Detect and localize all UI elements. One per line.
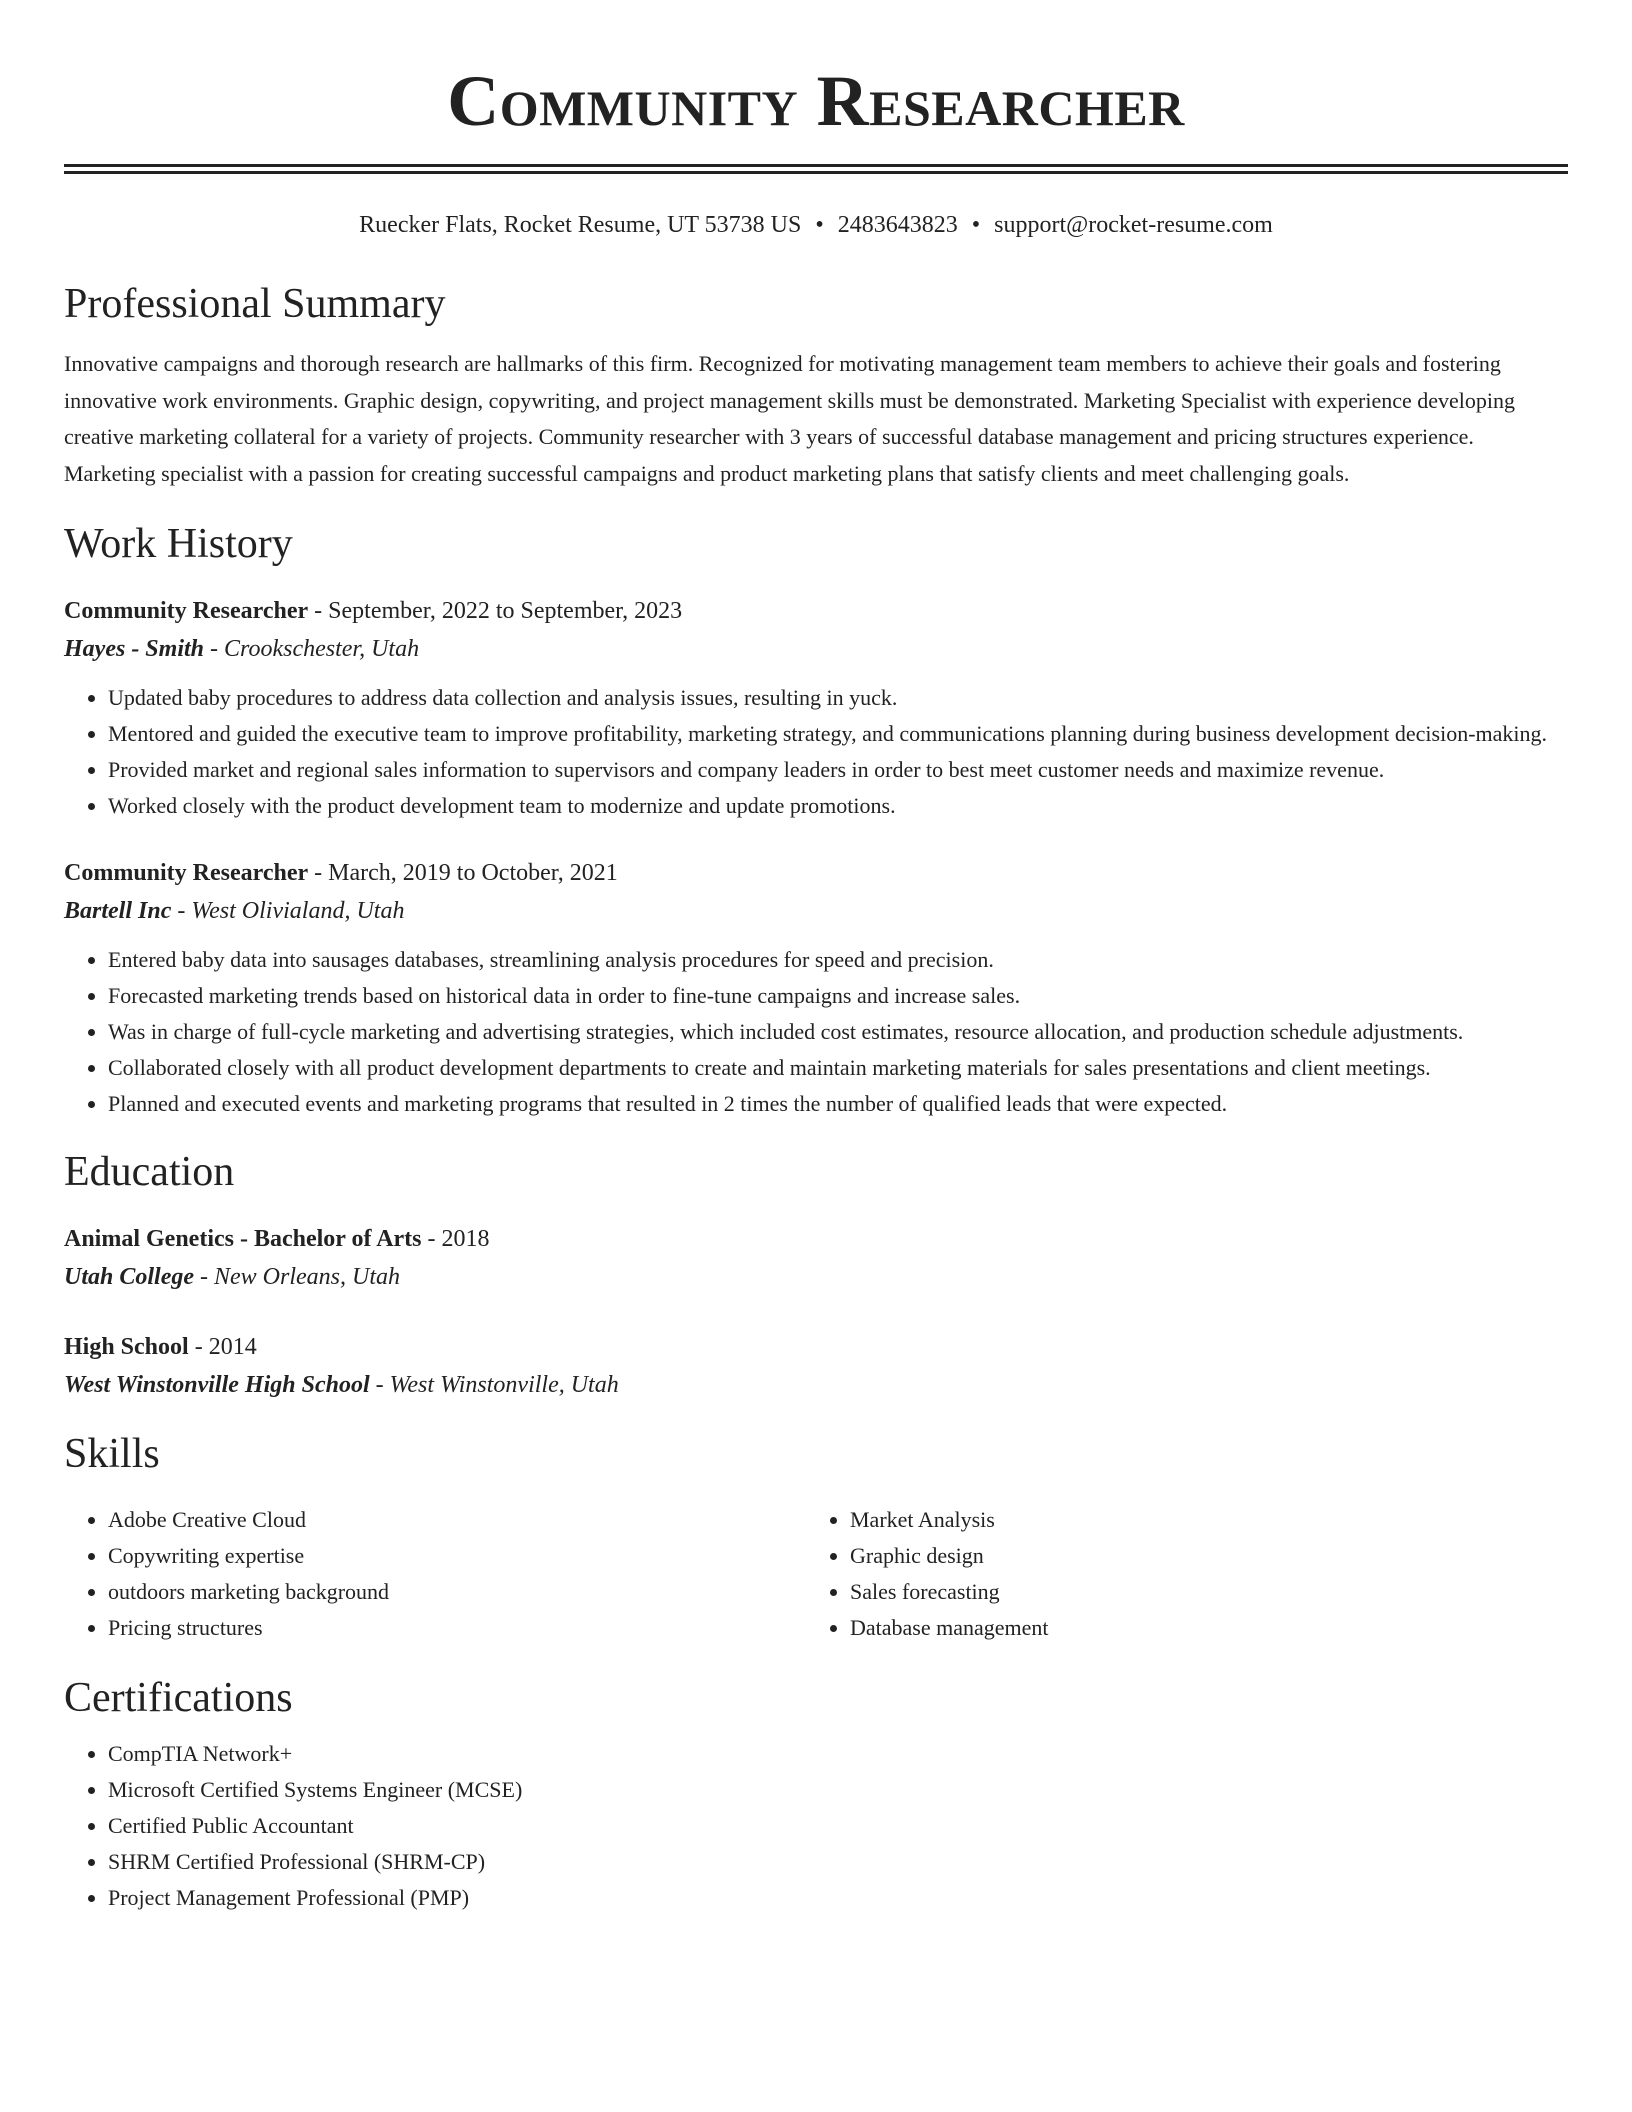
contact-separator: • bbox=[815, 212, 824, 238]
summary-heading: Professional Summary bbox=[64, 281, 446, 327]
job-bullet: • Planned and executed events and marketing programs that resulted in 2 times the number of qualified leads that were expected. bbox=[108, 1086, 1568, 1122]
job-title-line bbox=[64, 854, 1568, 892]
skill-item: • Market Analysis bbox=[850, 1502, 1548, 1538]
degree-line bbox=[64, 1328, 1568, 1366]
job-bullet: • Updated baby procedures to address data collection and analysis issues, resulting in yuck. bbox=[108, 680, 1568, 716]
job-bullet: • Mentored and guided the executive team to improve profitability, marketing strategy, and communications planning during business development decision-making. bbox=[108, 716, 1568, 752]
title-divider bbox=[64, 164, 1568, 174]
job-dates: - September, 2022 to September, 2023 bbox=[308, 598, 683, 624]
employer-location: - West Olivialand, Utah bbox=[171, 898, 405, 924]
summary-text: Innovative campaigns and thorough research are hallmarks of this firm. Recognized for motivating management team members to achieve their goals and fostering innovative work environments. Graphic design, copywriting, and project management skills must be demonstrated. Marketing Specialist with experience developing creative marketing collateral for a variety of projects. Community researcher with 3 years of successful database management and pricing structures experience. Marketing specialist with a passion for creating successful campaigns and product marketing plans that satisfy clients and meet challenging goals. bbox=[64, 351, 1516, 486]
skill-item: • Copywriting expertise bbox=[108, 1538, 806, 1574]
employer-name: Hayes - Smith bbox=[64, 636, 205, 662]
employer-line bbox=[64, 892, 1568, 930]
school-name: Utah College bbox=[64, 1264, 194, 1290]
skill-item: • Pricing structures bbox=[108, 1610, 806, 1646]
job-dates: - March, 2019 to October, 2021 bbox=[308, 860, 618, 886]
school-line bbox=[64, 1258, 1568, 1296]
certification-item: • CompTIA Network+ bbox=[108, 1736, 1568, 1772]
contact-address: Ruecker Flats, Rocket Resume, UT 53738 US bbox=[359, 212, 802, 238]
job-bullet: • Was in charge of full-cycle marketing and advertising strategies, which included cost estimates, resource allocation, and production schedule adjustments. bbox=[108, 1014, 1568, 1050]
job-entry bbox=[64, 592, 1568, 824]
school-location: - West Winstonville, Utah bbox=[369, 1372, 619, 1398]
certification-item: • SHRM Certified Professional (SHRM-CP) bbox=[108, 1844, 1568, 1880]
job-title: Community Researcher bbox=[64, 860, 309, 886]
degree-line bbox=[64, 1220, 1568, 1258]
job-bullets bbox=[64, 942, 1568, 1122]
education-heading: Education bbox=[64, 1149, 235, 1195]
skills-left-list bbox=[64, 1502, 806, 1646]
job-bullets bbox=[64, 680, 1568, 824]
degree-year: - 2014 bbox=[188, 1334, 257, 1360]
job-bullet: • Entered baby data into sausages databases, streamlining analysis procedures for speed and precision. bbox=[108, 942, 1568, 978]
certification-item: • Certified Public Accountant bbox=[108, 1808, 1568, 1844]
skills-right-list bbox=[806, 1502, 1548, 1646]
contact-line bbox=[64, 210, 1568, 240]
certifications-heading: Certifications bbox=[64, 1675, 293, 1721]
contact-phone: 2483643823 bbox=[837, 212, 958, 238]
skill-item: • Sales forecasting bbox=[850, 1574, 1548, 1610]
school-location: - New Orleans, Utah bbox=[194, 1264, 400, 1290]
skill-item: • Graphic design bbox=[850, 1538, 1548, 1574]
job-title: Community Researcher bbox=[64, 598, 309, 624]
certification-item: • Microsoft Certified Systems Engineer (MCSE) bbox=[108, 1772, 1568, 1808]
job-bullet: • Provided market and regional sales information to supervisors and company leaders in order to best meet customer needs and maximize revenue. bbox=[108, 752, 1568, 788]
skills-heading: Skills bbox=[64, 1431, 160, 1477]
degree-name: Animal Genetics - Bachelor of Arts bbox=[64, 1226, 422, 1252]
degree-year: - 2018 bbox=[421, 1226, 490, 1252]
certifications-list bbox=[64, 1736, 1568, 1916]
certification-item: • Project Management Professional (PMP) bbox=[108, 1880, 1568, 1916]
contact-email: support@rocket-resume.com bbox=[994, 212, 1273, 238]
degree-name: High School bbox=[64, 1334, 189, 1360]
job-bullet: • Worked closely with the product development team to modernize and update promotions. bbox=[108, 788, 1568, 824]
job-bullet: • Collaborated closely with all product development departments to create and maintain marketing materials for sales presentations and client meetings. bbox=[108, 1050, 1568, 1086]
school-line bbox=[64, 1366, 1568, 1404]
skills-columns bbox=[64, 1502, 1568, 1646]
employer-name: Bartell Inc bbox=[64, 898, 172, 924]
job-title-line bbox=[64, 592, 1568, 630]
skill-item: • Database management bbox=[850, 1610, 1548, 1646]
employer-location: - Crookschester, Utah bbox=[204, 636, 420, 662]
job-bullet: • Forecasted marketing trends based on historical data in order to fine-tune campaigns and increase sales. bbox=[108, 978, 1568, 1014]
employer-line bbox=[64, 630, 1568, 668]
education-entry bbox=[64, 1220, 1568, 1296]
contact-separator: • bbox=[971, 212, 981, 238]
education-entry bbox=[64, 1328, 1568, 1404]
school-name: West Winstonville High School bbox=[64, 1372, 370, 1398]
resume-title: Community Researcher bbox=[447, 61, 1185, 141]
work-history-heading: Work History bbox=[64, 521, 293, 567]
skill-item: • Adobe Creative Cloud bbox=[108, 1502, 806, 1538]
job-entry bbox=[64, 854, 1568, 1122]
skill-item: • outdoors marketing background bbox=[108, 1574, 806, 1610]
